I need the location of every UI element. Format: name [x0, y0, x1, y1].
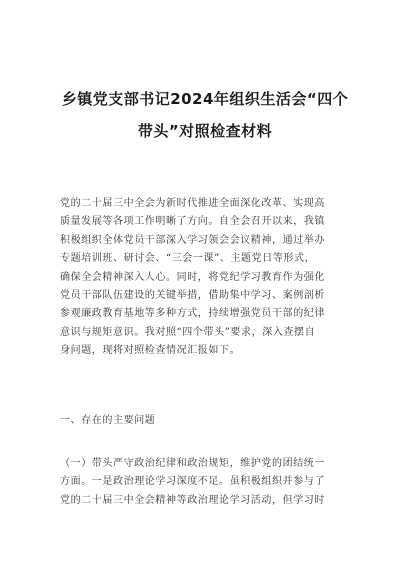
subsection-paragraph	[60, 455, 360, 510]
paragraph-line: 党的二十届三中全会为新时代推进全面深化改革、实现高	[60, 198, 325, 209]
paragraph-line: 积极组织全体党员干部深入学习领会会议精神，通过举办	[60, 234, 325, 246]
section-heading	[60, 412, 360, 430]
paragraph-line: 党的二十届三中全会精神等政治理论学习活动，但学习时	[60, 494, 325, 506]
paragraph-line: 身问题，现将对照检查情况汇报如下。	[60, 345, 241, 357]
paragraph-line: 意识与规矩意识。我对照“四个带头”要求，深入查摆自	[60, 326, 316, 338]
intro-paragraph	[60, 195, 360, 361]
paragraph-line: 党员干部队伍建设的关键举措，借助集中学习、案例剖析	[60, 290, 325, 302]
paragraph-line: 方面。一是政治理论学习深度不足。虽积极组织并参与了	[60, 476, 325, 488]
document-title-line-2: 带头”对照检查材料	[137, 122, 273, 140]
document-title-line-1: 乡镇党支部书记2024年组织生活会“四个	[61, 90, 349, 108]
paragraph-line: 确保全会精神深入人心。同时，将党纪学习教育作为强化	[60, 271, 325, 283]
paragraph-line: 质量发展等各项工作明晰了方向。自全会召开以来，我镇	[60, 216, 325, 228]
paragraph-line: 参观廉政教育基地等多种方式，持续增强党员干部的纪律	[60, 308, 325, 320]
paragraph-line: （一）带头严守政治纪律和政治规矩，维护党的团结统一	[60, 458, 325, 469]
section-heading-text: 一、存在的主要问题	[60, 415, 156, 426]
paragraph-line: 专题培训班、研讨会、“三会一课”、主题党日等形式，	[60, 253, 316, 265]
